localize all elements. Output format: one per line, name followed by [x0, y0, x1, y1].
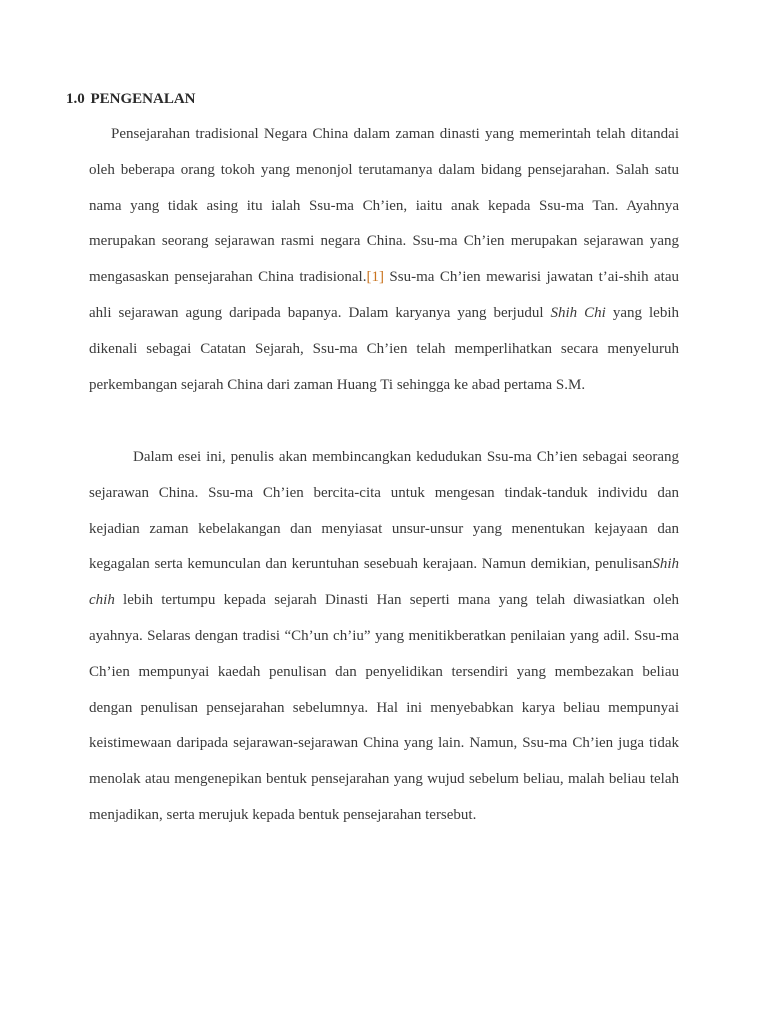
book-title: Shih Chi [550, 304, 606, 321]
paragraph-text: Pensejarahan tradisional Negara China dalam zaman dinasti yang memerintah telah ditandai oleh beberapa orang tokoh yang menonjol terutamanya dalam bidang pensejarahan. Salah satu nama yang tidak asing itu ialah Ssu-ma Ch’ien, iaitu anak kepada Ssu-ma Tan. Ayahnya merupakan seorang sejarawan rasmi negara China. Ssu-ma Ch’ien merupakan sejarawan yang mengasaskan pensejarahan China tradisional. [89, 126, 679, 286]
paragraph-text: Dalam esei ini, penulis akan membincangkan kedudukan Ssu-ma Ch’ien sebagai seorang sejarawan China. Ssu-ma Ch’ien bercita-cita untuk mengesan tindak-tanduk individu dan kejadian zaman kebelakangan dan menyiasat unsur-unsur yang menentukan kejayaan dan kegagalan serta kemunculan dan keruntuhan sesebuah kerajaan. Namun demikian, penulisan [89, 449, 679, 573]
introduction-paragraph-1 [89, 117, 679, 403]
introduction-paragraph-2 [89, 440, 679, 834]
footnote-reference-link[interactable]: [1] [366, 269, 384, 286]
book-title: Shih chih [89, 556, 679, 609]
paragraph-text: Ssu-ma Ch’ien mewarisi jawatan t’ai-shih atau ahli sejarawan agung daripada bapanya. Dalam karyanya yang berjudul [89, 269, 679, 321]
section-heading: 1.0 PENGENALAN [66, 91, 196, 107]
paragraph-text: yang lebih dikenali sebagai Catatan Sejarah, Ssu-ma Ch’ien telah memperlihatkan secara menyeluruh perkembangan sejarah China dari zaman Huang Ti sehingga ke abad pertama S.M. [89, 304, 679, 393]
paragraph-text: lebih tertumpu kepada sejarah Dinasti Han seperti mana yang telah diwasiatkan oleh ayahnya. Selaras dengan tradisi “Ch’un ch’iu” yang menitikberatkan penilaian yang adil. Ssu-ma Ch’ien mempunyai kaedah penulisan dan penyelidikan tersendiri yang membezakan beliau dengan penulisan pensejarahan sebelumnya. Hal ini menyebabkan karya beliau mempunyai keistimewaan daripada sejarawan-sejarawan China yang lain. Namun, Ssu-ma Ch’ien juga tidak menolak atau mengenepikan bentuk pensejarahan yang wujud sebelum beliau, malah beliau telah menjadikan, serta merujuk kepada bentuk pensejarahan tersebut. [89, 592, 679, 823]
